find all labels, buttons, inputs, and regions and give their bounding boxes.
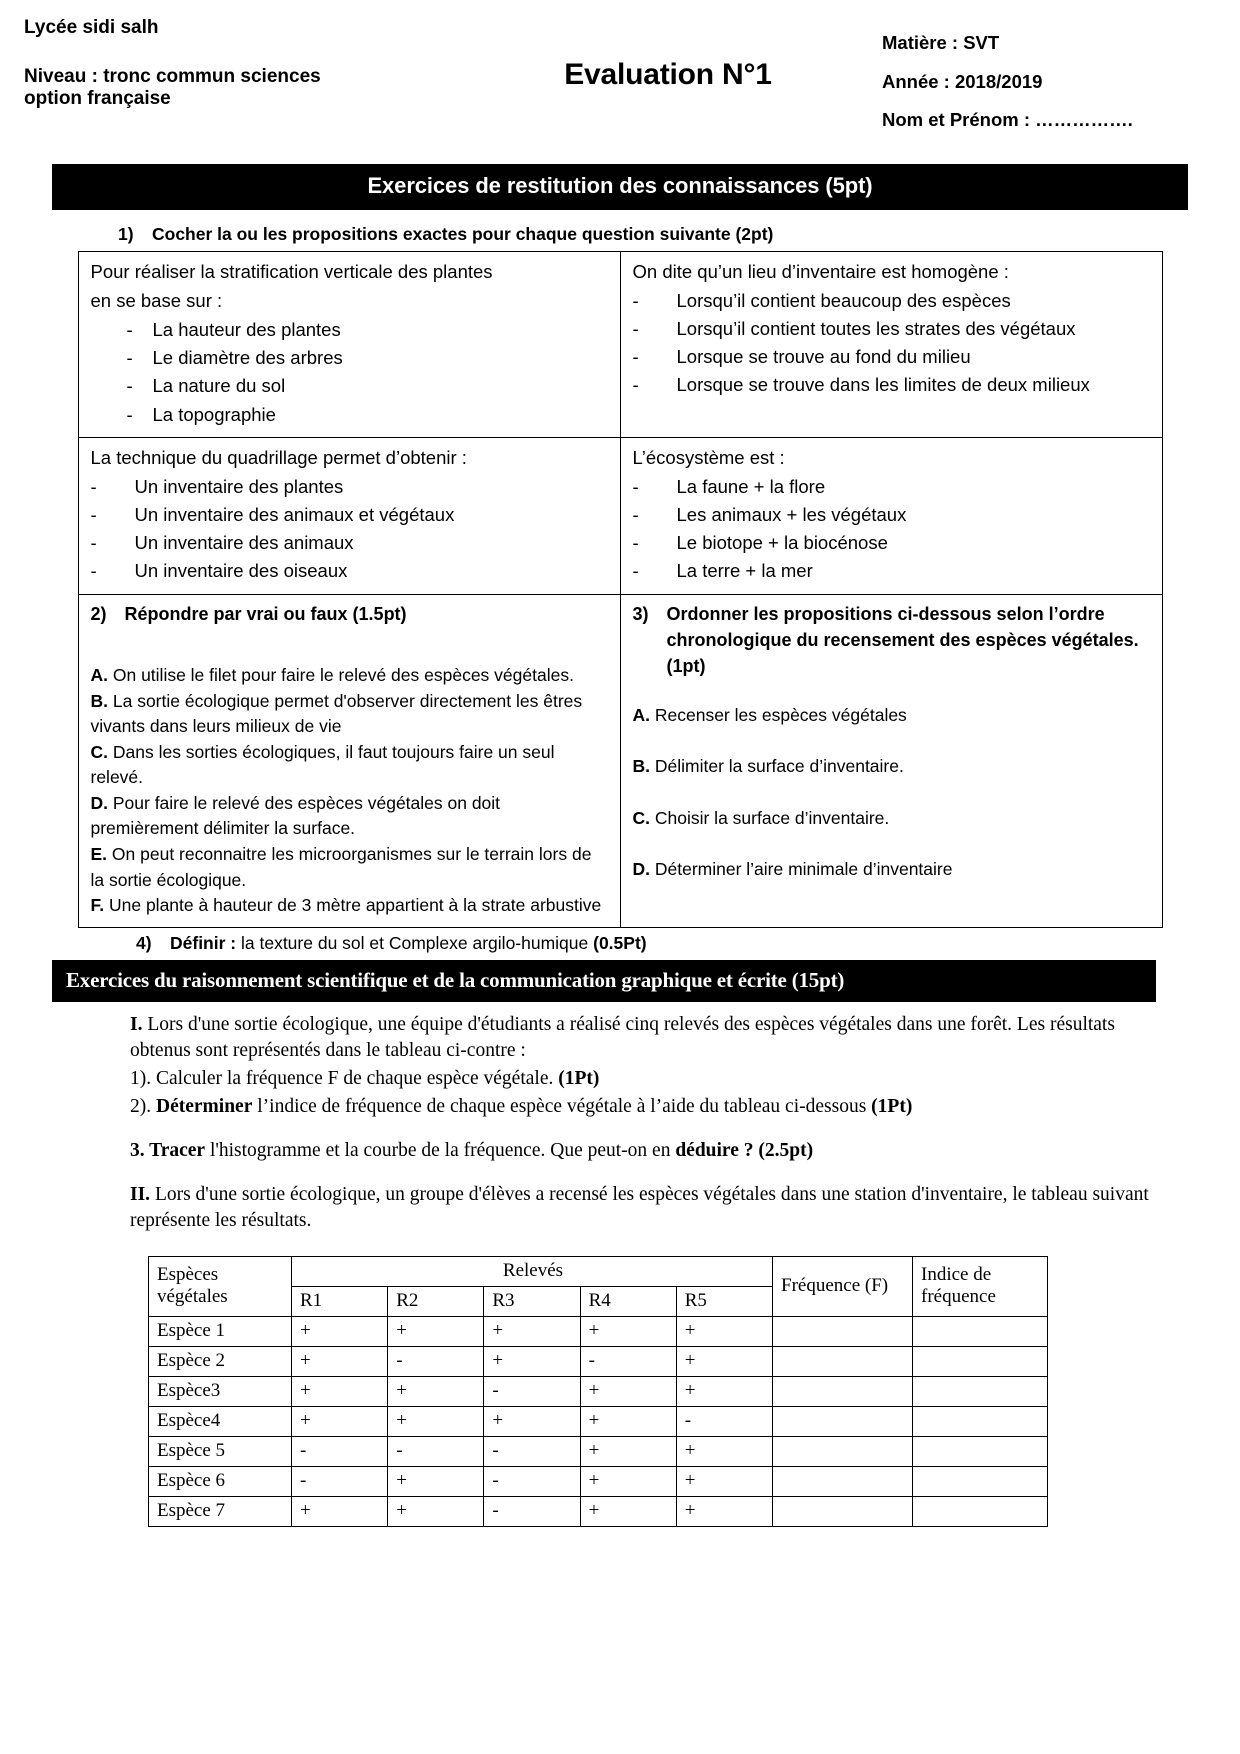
- cell-r5: +: [676, 1497, 772, 1527]
- option-label: La nature du sol: [152, 375, 286, 397]
- cell-indice[interactable]: [913, 1467, 1048, 1497]
- item-letter: E.: [90, 843, 108, 864]
- mcq-lead-4: L’écosystème est :: [632, 446, 785, 468]
- paragraph-lead: 2).: [130, 1095, 152, 1117]
- list-item[interactable]: [633, 806, 1152, 831]
- table-header-row-1: [149, 1257, 1048, 1287]
- header-r3: R3: [484, 1287, 580, 1317]
- option-label: Les animaux + les végétaux: [676, 504, 907, 526]
- mcq-cell-3: [78, 437, 620, 594]
- dash-bullet-icon: -: [126, 347, 133, 369]
- paragraph-2: [130, 1094, 1150, 1120]
- level-line-1: Niveau : tronc commun sciences: [24, 66, 321, 87]
- table-row: [78, 251, 1162, 437]
- question-2-cell: [78, 594, 620, 927]
- list-item[interactable]: [91, 473, 610, 501]
- list-item[interactable]: [633, 287, 1152, 315]
- paragraph-3: [130, 1138, 1150, 1164]
- list-item[interactable]: [91, 663, 610, 689]
- table-row: [78, 437, 1162, 594]
- question-3-cell: [620, 594, 1162, 927]
- dash-bullet-icon: -: [632, 560, 639, 582]
- item-text: Dans les sorties écologiques, il faut toujours faire un seul relevé.: [90, 741, 555, 788]
- table-row: [149, 1497, 1048, 1527]
- dash-bullet-icon: -: [632, 532, 639, 554]
- dash-bullet-icon: -: [126, 319, 133, 341]
- question-3-heading: [633, 601, 1152, 679]
- dash-bullet-icon: -: [632, 346, 639, 368]
- table-row: [149, 1437, 1048, 1467]
- question-3-number: 3): [632, 603, 649, 624]
- question-4-points: (0.5Pt): [593, 932, 647, 953]
- species-name: Espèce 6: [149, 1467, 292, 1497]
- option-label: Un inventaire des animaux: [134, 532, 354, 554]
- option-label: Le biotope + la biocénose: [676, 532, 888, 554]
- paragraph-text: Lors d'une sortie écologique, une équipe d'étudiants a réalisé cinq relevés des espèces végétales dans une forêt. Les résultats obtenus sont représentés dans le tableau ci-contre :: [130, 1013, 1115, 1061]
- cell-indice[interactable]: [913, 1497, 1048, 1527]
- document-header: [0, 0, 1240, 150]
- cell-r4: +: [580, 1437, 676, 1467]
- paragraph-text: l’indice de fréquence de chaque espèce végétale à l’aide du tableau ci-dessous: [252, 1095, 872, 1117]
- item-letter: F.: [90, 895, 105, 916]
- cell-r1: +: [292, 1407, 388, 1437]
- paragraph-points: (1Pt): [558, 1067, 600, 1089]
- dash-bullet-icon: -: [632, 317, 639, 339]
- cell-indice[interactable]: [913, 1407, 1048, 1437]
- mcq-lead-2: On dite qu’un lieu d’inventaire est homogène :: [632, 260, 1009, 282]
- option-label: Lorsque se trouve dans les limites de deux milieux: [676, 374, 1090, 396]
- species-name: Espèce4: [149, 1407, 292, 1437]
- paragraph-lead: I.: [130, 1013, 143, 1035]
- cell-frequence[interactable]: [773, 1377, 913, 1407]
- item-text: Une plante à hauteur de 3 mètre appartient à la strate arbustive: [104, 895, 602, 916]
- cell-r3: -: [484, 1377, 580, 1407]
- list-item[interactable]: [91, 316, 610, 344]
- cell-r2: -: [388, 1437, 484, 1467]
- question-4-bold-prefix: Définir :: [170, 932, 237, 953]
- list-item[interactable]: [91, 689, 610, 740]
- cell-r4: -: [580, 1347, 676, 1377]
- cell-r2: +: [388, 1497, 484, 1527]
- header-left-block: [24, 14, 454, 108]
- question-1-label: [0, 224, 1240, 245]
- paragraph-points: déduire ? (2.5pt): [675, 1140, 814, 1162]
- cell-r5: +: [676, 1467, 772, 1497]
- list-item[interactable]: [91, 893, 610, 919]
- option-label: La terre + la mer: [676, 560, 813, 582]
- list-item[interactable]: [91, 401, 610, 429]
- header-line-2: fréquence: [921, 1286, 996, 1308]
- dash-bullet-icon: -: [90, 476, 97, 498]
- item-text: On peut reconnaitre les microorganismes sur le terrain lors de la sortie écologique.: [90, 843, 592, 890]
- cell-indice[interactable]: [913, 1317, 1048, 1347]
- species-name: Espèce 7: [149, 1497, 292, 1527]
- question-2-number: 2): [90, 603, 107, 624]
- list-item[interactable]: [91, 372, 610, 400]
- mcq-cell-4: [620, 437, 1162, 594]
- option-label: Le diamètre des arbres: [152, 347, 343, 369]
- spacer: [633, 681, 1152, 703]
- item-letter: B.: [90, 690, 108, 711]
- table-row: [149, 1407, 1048, 1437]
- list-item[interactable]: [633, 501, 1152, 529]
- dash-bullet-icon: -: [90, 532, 97, 554]
- level-line-2: option française: [24, 88, 171, 109]
- question-4-number: 4): [136, 932, 152, 953]
- species-name: Espèce 2: [149, 1347, 292, 1377]
- dash-bullet-icon: -: [632, 476, 639, 498]
- species-releves-table: [148, 1256, 1048, 1527]
- list-item[interactable]: [633, 754, 1152, 779]
- cell-r1: +: [292, 1317, 388, 1347]
- year-field: Année : 2018/2019: [882, 70, 1043, 92]
- item-text: Choisir la surface d’inventaire.: [650, 807, 890, 828]
- cell-r1: -: [292, 1467, 388, 1497]
- cell-frequence[interactable]: [773, 1497, 913, 1527]
- mcq-options-3: [91, 473, 610, 585]
- header-indice-frequence: [913, 1257, 1048, 1317]
- question-2-heading: [91, 601, 610, 628]
- cell-r4: +: [580, 1317, 676, 1347]
- species-name: Espèce 5: [149, 1437, 292, 1467]
- page-title: Evaluation N°1: [564, 58, 772, 91]
- header-line-1: Indice de: [921, 1264, 992, 1286]
- cell-frequence[interactable]: [773, 1347, 913, 1377]
- question-2-title: Répondre par vrai ou faux (1.5pt): [124, 603, 407, 624]
- paragraph-bold-mid: Déterminer: [151, 1095, 253, 1117]
- header-right-block: [882, 14, 1212, 150]
- cell-r3: +: [484, 1317, 580, 1347]
- list-item[interactable]: [91, 344, 610, 372]
- item-text: On utilise le filet pour faire le relevé des espèces végétales.: [108, 665, 574, 686]
- dash-bullet-icon: -: [632, 374, 639, 396]
- item-letter: B.: [632, 756, 650, 777]
- option-label: Lorsqu’il contient beaucoup des espèces: [676, 289, 1011, 311]
- option-label: La hauteur des plantes: [152, 319, 341, 341]
- item-text: Déterminer l’aire minimale d’inventaire: [650, 858, 953, 879]
- dash-bullet-icon: -: [90, 504, 97, 526]
- dash-bullet-icon: -: [632, 289, 639, 311]
- dash-bullet-icon: -: [90, 560, 97, 582]
- table-row: [149, 1347, 1048, 1377]
- paragraph-text: Calculer la fréquence F de chaque espèce végétale.: [151, 1067, 559, 1089]
- spacer: [91, 629, 610, 663]
- list-item[interactable]: [633, 473, 1152, 501]
- section-banner-reasoning: Exercices du raisonnement scientifique et de la communication graphique et écrite (15pt): [52, 960, 1156, 1002]
- cell-r5: +: [676, 1437, 772, 1467]
- item-text: La sortie écologique permet d'observer directement les êtres vivants dans leurs milieux de vie: [90, 690, 583, 737]
- option-label: Un inventaire des plantes: [134, 476, 344, 498]
- mcq-lead-3: La technique du quadrillage permet d’obtenir :: [90, 446, 467, 468]
- cell-r4: +: [580, 1377, 676, 1407]
- list-item[interactable]: [633, 857, 1152, 882]
- list-item[interactable]: [91, 557, 610, 585]
- item-letter: D.: [90, 792, 108, 813]
- item-letter: C.: [90, 741, 108, 762]
- option-label: Un inventaire des oiseaux: [134, 560, 348, 582]
- cell-r2: -: [388, 1347, 484, 1377]
- item-letter: D.: [632, 858, 650, 879]
- cell-r1: +: [292, 1347, 388, 1377]
- list-item[interactable]: [91, 791, 610, 842]
- list-item[interactable]: [633, 529, 1152, 557]
- school-name: Lycée sidi salh: [24, 17, 159, 38]
- question-1-number: 1): [118, 223, 134, 244]
- list-item[interactable]: [633, 703, 1152, 728]
- item-text: Pour faire le relevé des espèces végétales on doit premièrement délimiter la surface.: [90, 792, 501, 839]
- question-4-text: la texture du sol et Complexe argilo-humique: [236, 932, 594, 953]
- cell-r1: -: [292, 1437, 388, 1467]
- section-banner-knowledge: Exercices de restitution des connaissances (5pt): [52, 164, 1188, 210]
- item-letter: C.: [632, 807, 650, 828]
- table-row: [149, 1317, 1048, 1347]
- cell-r2: +: [388, 1467, 484, 1497]
- paragraph-1: [130, 1066, 1150, 1092]
- cell-r5: +: [676, 1317, 772, 1347]
- list-item[interactable]: [633, 315, 1152, 343]
- item-text: Délimiter la surface d’inventaire.: [650, 756, 904, 777]
- cell-frequence[interactable]: [773, 1407, 913, 1437]
- species-name: Espèce 1: [149, 1317, 292, 1347]
- subject-field: Matière : SVT: [882, 32, 1000, 53]
- paragraph-points: (1Pt): [871, 1095, 913, 1117]
- table-row: [149, 1467, 1048, 1497]
- option-label: Lorsqu’il contient toutes les strates des végétaux: [676, 317, 1076, 339]
- list-item[interactable]: [91, 842, 610, 893]
- cell-r5: +: [676, 1347, 772, 1377]
- cell-r5: +: [676, 1377, 772, 1407]
- paragraph-lead: 1).: [130, 1067, 152, 1089]
- cell-r2: +: [388, 1407, 484, 1437]
- cell-r3: +: [484, 1407, 580, 1437]
- paragraph-text: l'histogramme et la courbe de la fréquence. Que peut-on en: [205, 1140, 676, 1162]
- cell-indice[interactable]: [913, 1437, 1048, 1467]
- item-letter: A.: [90, 665, 108, 686]
- mcq-lead-1b: en se base sur :: [90, 289, 223, 311]
- paragraph-II: [130, 1182, 1150, 1234]
- option-label: Un inventaire des animaux et végétaux: [134, 504, 455, 526]
- question-4: [0, 933, 1240, 954]
- header-r5: R5: [676, 1287, 772, 1317]
- table-row: [149, 1377, 1048, 1407]
- mcq-cell-1: [78, 251, 620, 437]
- table-row: [78, 594, 1162, 927]
- mcq-options-4: [633, 473, 1152, 585]
- cell-r4: +: [580, 1407, 676, 1437]
- list-item[interactable]: [633, 557, 1152, 585]
- list-item[interactable]: [633, 371, 1152, 399]
- question-3-title: Ordonner les propositions ci-dessous selon l’ordre chronologique du recensement des espèces végétales. (1pt): [666, 603, 1139, 676]
- header-r2: R2: [388, 1287, 484, 1317]
- cell-r3: -: [484, 1467, 580, 1497]
- cell-r5: -: [676, 1407, 772, 1437]
- mcq-cell-2: [620, 251, 1162, 437]
- header-especes-vegetales: [149, 1257, 292, 1317]
- paragraph-I: [130, 1012, 1150, 1064]
- cell-r3: -: [484, 1497, 580, 1527]
- cell-r1: +: [292, 1497, 388, 1527]
- cell-r1: +: [292, 1377, 388, 1407]
- mcq-lead-1a: Pour réaliser la stratification verticale des plantes: [90, 260, 493, 282]
- cell-r2: +: [388, 1377, 484, 1407]
- cell-r4: +: [580, 1467, 676, 1497]
- cell-r3: -: [484, 1437, 580, 1467]
- paragraph-text: Lors d'une sortie écologique, un groupe d'élèves a recensé les espèces végétales dans une station d'inventaire, le tableau suivant représente les résultats.: [130, 1184, 1149, 1232]
- student-name-field: Nom et Prénom : …………….: [882, 109, 1133, 130]
- header-r1: R1: [292, 1287, 388, 1317]
- list-item[interactable]: [633, 343, 1152, 371]
- species-name: Espèce3: [149, 1377, 292, 1407]
- item-letter: A.: [632, 704, 650, 725]
- paragraph-lead: II.: [130, 1184, 151, 1206]
- header-releves-group: Relevés: [292, 1257, 773, 1287]
- cell-r4: +: [580, 1497, 676, 1527]
- header-line-2: végétales: [157, 1286, 228, 1308]
- cell-r3: +: [484, 1347, 580, 1377]
- cell-indice[interactable]: [913, 1347, 1048, 1377]
- header-r4: R4: [580, 1287, 676, 1317]
- option-label: La faune + la flore: [676, 476, 826, 498]
- cell-frequence[interactable]: [773, 1467, 913, 1497]
- header-line-1: Espèces: [157, 1264, 219, 1286]
- header-frequence: Fréquence (F): [773, 1257, 913, 1317]
- cell-r2: +: [388, 1317, 484, 1347]
- mcq-options-1: [91, 316, 610, 428]
- cell-frequence[interactable]: [773, 1317, 913, 1347]
- cell-frequence[interactable]: [773, 1437, 913, 1467]
- list-item[interactable]: [91, 529, 610, 557]
- paragraph-bold-mid: Tracer: [144, 1140, 206, 1162]
- option-label: Lorsque se trouve au fond du milieu: [676, 346, 971, 368]
- dash-bullet-icon: -: [126, 403, 133, 425]
- list-item[interactable]: [91, 501, 610, 529]
- paragraph-lead: 3.: [130, 1140, 145, 1162]
- question-1-text: Cocher la ou les propositions exactes pour chaque question suivante (2pt): [152, 223, 774, 244]
- mcq-options-2: [633, 287, 1152, 399]
- section-2-body: [130, 1012, 1150, 1235]
- item-text: Recenser les espèces végétales: [650, 704, 907, 725]
- option-label: La topographie: [152, 403, 276, 425]
- cell-indice[interactable]: [913, 1377, 1048, 1407]
- dash-bullet-icon: -: [126, 375, 133, 397]
- mcq-grid-table: [78, 251, 1163, 928]
- dash-bullet-icon: -: [632, 504, 639, 526]
- list-item[interactable]: [91, 740, 610, 791]
